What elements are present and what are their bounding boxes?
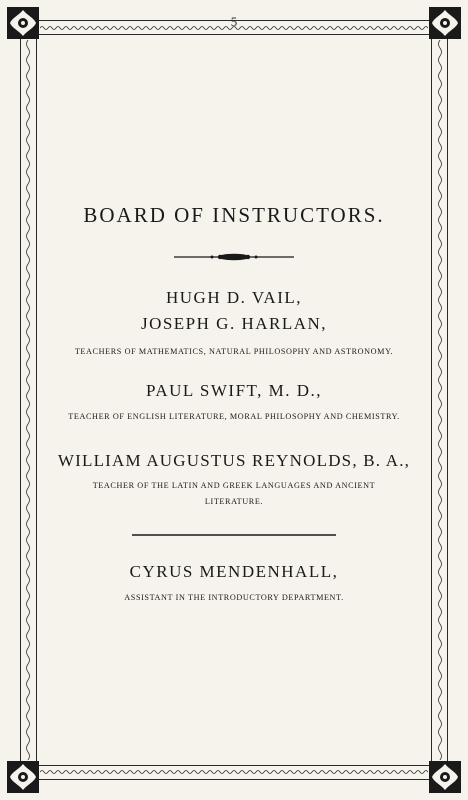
ornamental-corner-icon <box>428 760 462 794</box>
instructor-name: WILLIAM AUGUSTUS REYNOLDS, B. A., <box>57 451 411 470</box>
instructor-name: CYRUS MENDENHALL, <box>129 562 339 581</box>
instructor-role: TEACHER OF ENGLISH LITERATURE, MORAL PHILOSOPHY AND CHEMISTRY. <box>68 412 400 421</box>
instructor-name: PAUL SWIFT, M. D., <box>145 381 323 400</box>
wavy-border-bottom <box>40 769 428 775</box>
ornamental-corner-icon <box>6 760 40 794</box>
wavy-border-right <box>437 40 443 760</box>
wavy-border-left <box>25 40 31 760</box>
page-title: BOARD OF INSTRUCTORS. <box>83 203 385 227</box>
instructor-role: ASSISTANT IN THE INTRODUCTORY DEPARTMENT. <box>124 593 344 602</box>
page-number: 5 <box>230 14 238 29</box>
instructor-role: TEACHERS OF MATHEMATICS, NATURAL PHILOSOPHY AND ASTRONOMY. <box>74 347 394 356</box>
instructor-name: JOSEPH G. HARLAN, <box>140 314 328 333</box>
section-divider <box>132 534 336 536</box>
ornamental-divider-icon <box>40 251 428 263</box>
instructor-name: HUGH D. VAIL, <box>166 288 302 307</box>
instructor-role: TEACHER OF THE LATIN AND GREEK LANGUAGES AND ANCIENT LITERATURE. <box>92 481 376 506</box>
